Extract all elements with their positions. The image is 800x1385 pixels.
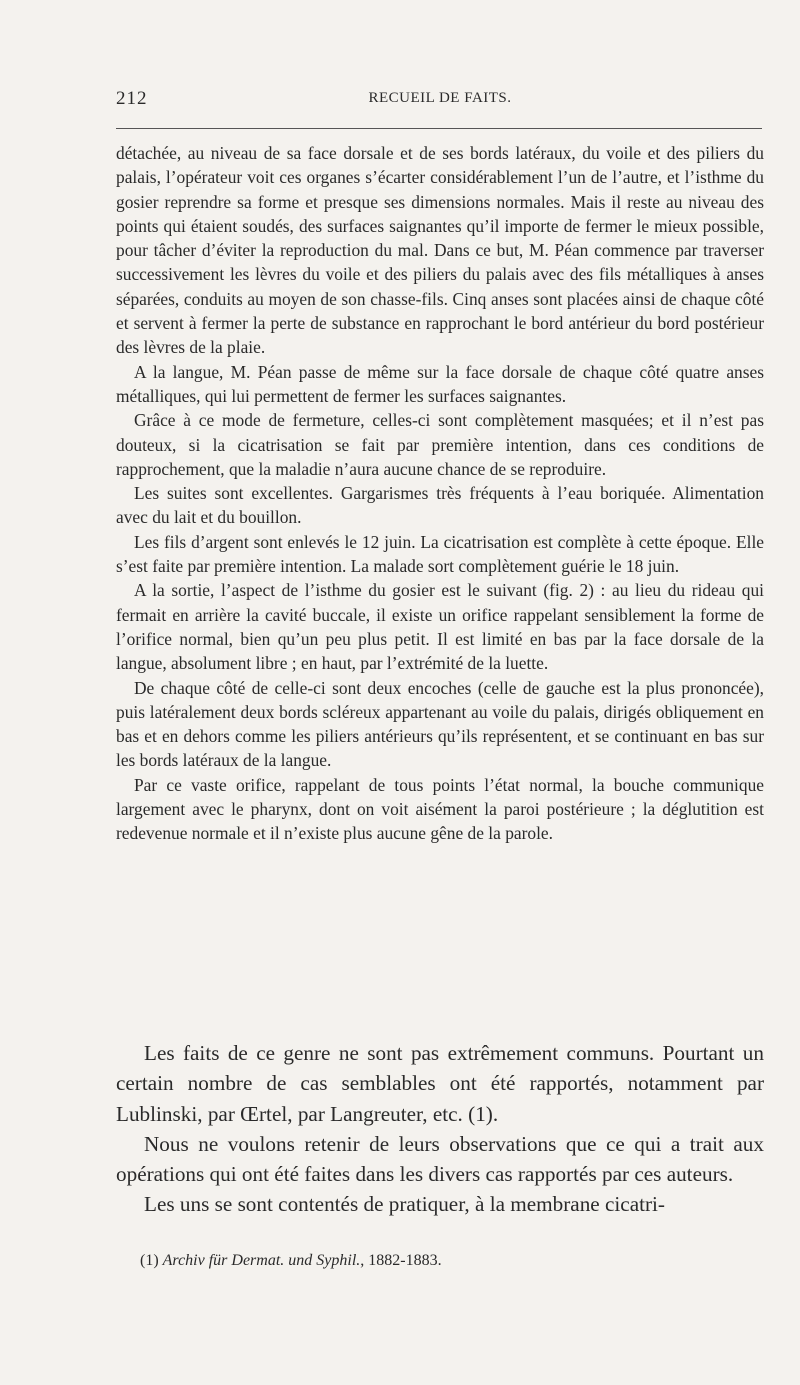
paragraph: Les faits de ce genre ne sont pas extrêmement communs. Pourtant un certain nombre de cas semblables ont été rapportés, notamment par Lublinski, par Œrtel, par Langreuter, etc. (1). xyxy=(116,1041,764,1126)
main-body xyxy=(116,1038,764,1220)
footnote-source: Archiv für Dermat. und Syphil. xyxy=(162,1252,361,1269)
paragraph: Les fils d’argent sont enlevés le 12 juin. La cicatrisation est complète à cette époque. Elle s’est faite par première intention. La malade sort complètement guérie le 18 juin. xyxy=(116,531,764,577)
paragraph: Les suites sont excellentes. Gargarismes très fréquents à l’eau boriquée. Alimentation avec du lait et du bouillon. xyxy=(116,483,764,528)
header-rule xyxy=(116,128,762,129)
footnote-marker: (1) xyxy=(140,1252,159,1269)
paragraph: A la sortie, l’aspect de l’isthme du gosier est le suivant (fig. 2) : au lieu du rideau qui fermait en arrière la cavité buccale, il existe un orifice rappelant sensiblement la forme de l’orifice normal, bien qu’un peu plus petit. Il est limité en bas par la face dorsale de la langue, absolument libre ; en haut, par l’extrémité de la luette. xyxy=(116,580,764,674)
paragraph: détachée, au niveau de sa face dorsale et de ses bords latéraux, du voile et des piliers du palais, l’opérateur voit ces organes s’écarter considérablement l’un de l’autre, et l’isthme du gosier reprendre sa forme et presque ses dimensions normales. Mais il reste au niveau des points qui étaient soudés, des surfaces saignantes qu’il importe de fermer le mieux possible, pour tâcher d’éviter la reproduction du mal. Dans ce but, M. Péan commence par traverser successivement les lèvres du voile et des piliers du palais avec des fils métalliques à anses séparées, conduits au moyen de son chasse-fils. Cinq anses sont placées ainsi de chaque côté et servent à fermer la perte de substance en rapprochant le bord antérieur du bord postérieur des lèvres de la plaie. xyxy=(116,143,764,358)
page-number: 212 xyxy=(116,88,148,109)
footnote xyxy=(140,1251,760,1271)
paragraph: A la langue, M. Péan passe de même sur la face dorsale de chaque côté quatre anses métalliques, qui lui permettent de fermer les surfaces saignantes. xyxy=(116,361,764,406)
running-title: RECUEIL DE FAITS. xyxy=(368,90,512,106)
footnote-years: , 1882-1883. xyxy=(360,1252,442,1269)
paragraph: Les uns se sont contentés de pratiquer, à la membrane cicatri- xyxy=(144,1192,665,1217)
paragraph: De chaque côté de celle-ci sont deux encoches (celle de gauche est la plus prononcée), puis latéralement deux bords scléreux appartenant au voile du palais, dirigés obliquement en bas et en dehors comme les piliers antérieurs qu’ils représentent, et se continuant en bas sur les bords latéraux de la langue. xyxy=(116,677,764,771)
small-print-body xyxy=(116,141,764,846)
paragraph: Par ce vaste orifice, rappelant de tous points l’état normal, la bouche communique largement avec le pharynx, dont on voit aisément la paroi postérieure ; la déglutition est redevenue normale et il n’existe plus aucune gêne de la parole. xyxy=(116,774,764,844)
page-header xyxy=(116,88,764,112)
paragraph: Nous ne voulons retenir de leurs observations que ce qui a trait aux opérations qui ont été faites dans les divers cas rapportés par ces auteurs. xyxy=(116,1131,764,1187)
paragraph: Grâce à ce mode de fermeture, celles-ci sont complètement masquées; et il n’est pas douteux, si la cicatrisation se fait par première intention, dans ces conditions de rapprochement, que la maladie n’aura aucune chance de se reproduire. xyxy=(116,410,764,479)
